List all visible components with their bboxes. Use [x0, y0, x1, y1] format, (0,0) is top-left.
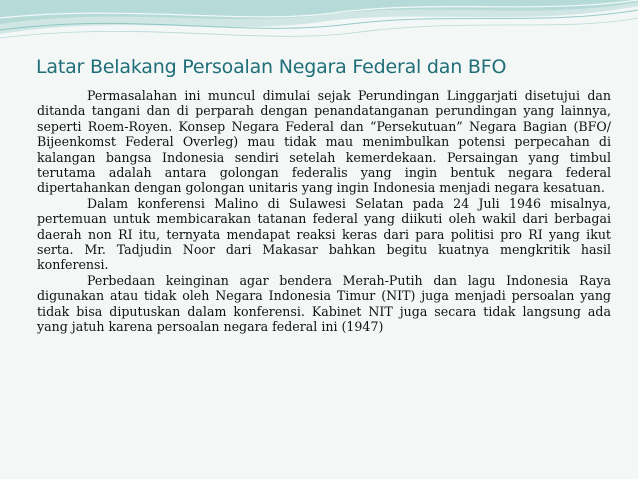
paragraph-2: Dalam konferensi Malino di Sulawesi Selatan pada 24 Juli 1946 misalnya, pertemuan untuk membicarakan tatanan federal yang diikuti oleh wakil dari berbagai daerah non RI itu, ternyata mendapat reaksi keras dari para politisi pro RI yang ikut serta. Mr. Tadjudin Noor dari Makasar bahkan begitu kuatnya mengkritik hasil konferensi. — [37, 195, 611, 273]
slide-title: Latar Belakang Persoalan Negara Federal dan BFO — [36, 56, 507, 78]
decorative-wave-header — [0, 0, 638, 60]
paragraph-1: Permasalahan ini muncul dimulai sejak Perundingan Linggarjati disetujui dan ditanda tangani dan di perparah dengan penandatanganan perundingan yang lainnya, seperti Roem-Royen. Konsep Negara Federal dan “Persekutuan” Negara Bagian (BFO/ Bijeenkomst Federal Overleg) mau tidak mau menimbulkan potensi perpecahan di kalangan bangsa Indonesia sendiri setelah kemerdekaan. Persaingan yang timbul terutama adalah antara golongan federalis yang ingin bentuk negara federal dipertahankan dengan golongan unitaris yang ingin Indonesia menjadi negara kesatuan. — [37, 88, 611, 196]
paragraph-3: Perbedaan keinginan agar bendera Merah-Putih dan lagu Indonesia Raya digunakan atau tidak oleh Negara Indonesia Timur (NIT) juga menjadi persoalan yang tidak bisa diputuskan dalam konferensi. Kabinet NIT juga secara tidak langsung ada yang jatuh karena persoalan negara federal ini (1947) — [37, 272, 611, 335]
slide-body — [37, 88, 611, 335]
